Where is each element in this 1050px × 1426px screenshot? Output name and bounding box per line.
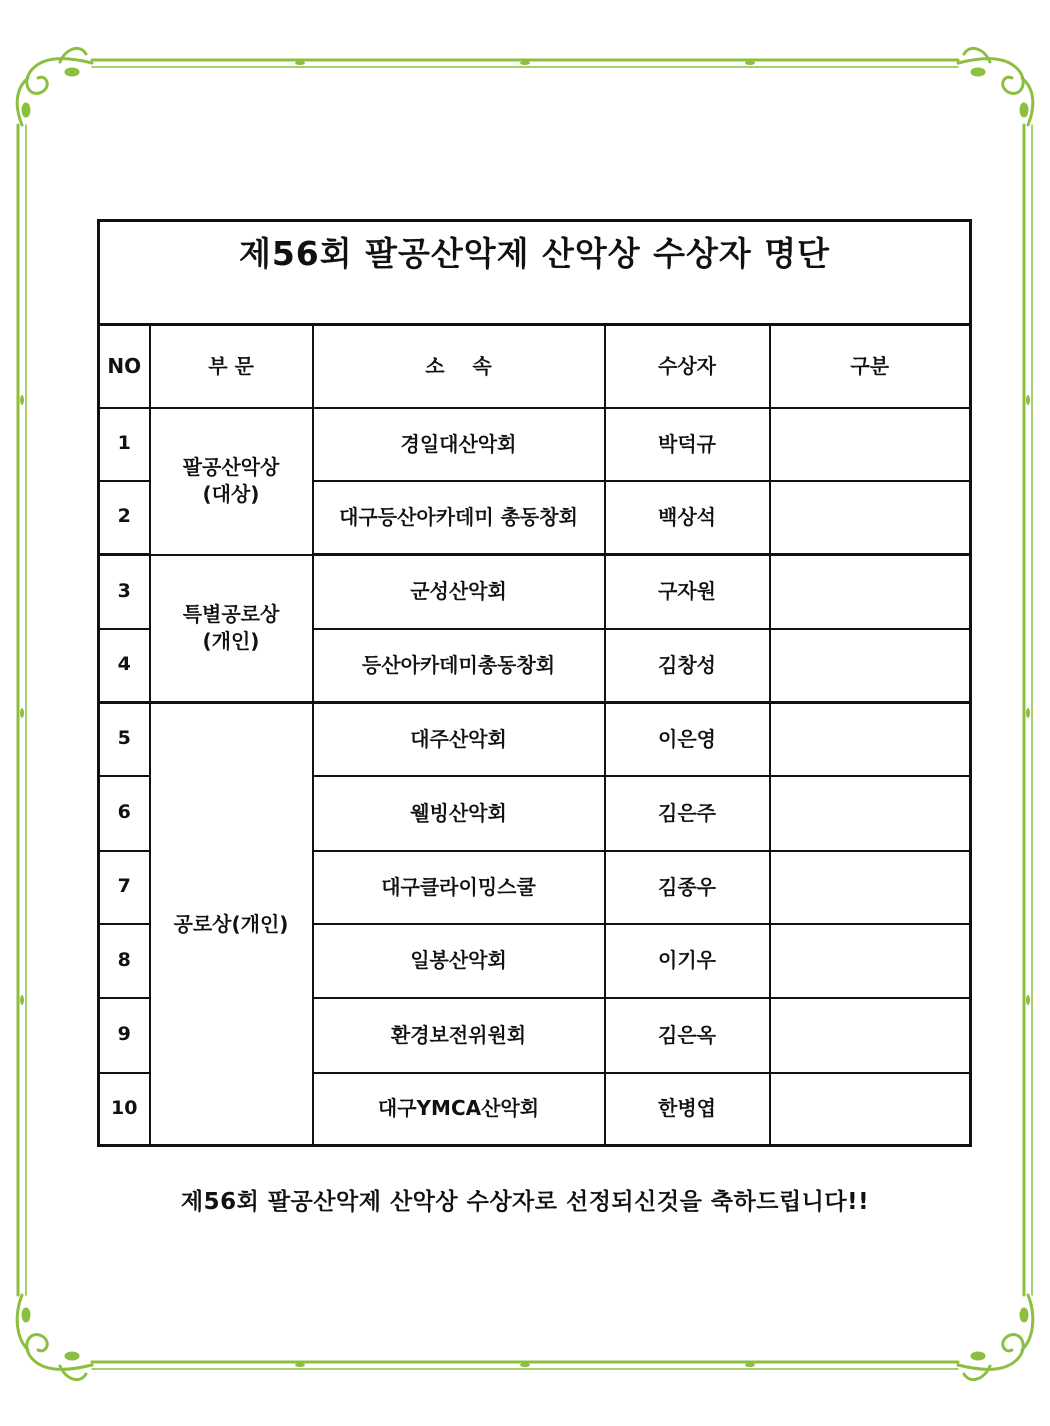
recipient-cell: 박덕규	[605, 408, 770, 481]
corner-swirl-bottom-right	[958, 1295, 1033, 1380]
note-cell	[770, 703, 971, 776]
document-title: 제56회 팔공산악제 산악상 수상자 명단	[99, 221, 971, 325]
recipient-cell: 김종우	[605, 851, 770, 924]
table-row	[99, 555, 971, 629]
category-cell	[150, 408, 313, 555]
row-number: 10	[99, 1073, 150, 1146]
award-recipients-table	[97, 219, 972, 1147]
category-label: 공로상(개인)	[173, 911, 289, 936]
header-row	[99, 325, 971, 408]
affiliation-cell: 웰빙산악회	[313, 776, 605, 851]
recipient-cell: 백상석	[605, 481, 770, 555]
note-cell	[770, 851, 971, 924]
note-cell	[770, 776, 971, 851]
note-cell	[770, 998, 971, 1073]
row-number: 3	[99, 555, 150, 629]
row-number: 9	[99, 998, 150, 1073]
corner-swirl-top-right	[958, 48, 1033, 125]
recipient-cell: 김은주	[605, 776, 770, 851]
category-cell	[150, 703, 313, 1146]
note-cell	[770, 629, 971, 703]
category-label: 팔공산악상	[182, 455, 280, 479]
note-cell	[770, 924, 971, 998]
affiliation-cell: 대구등산아카데미 총동창회	[313, 481, 605, 555]
category-cell	[150, 555, 313, 703]
row-number: 5	[99, 703, 150, 776]
recipient-cell: 한병엽	[605, 1073, 770, 1146]
table-row	[99, 408, 971, 481]
note-cell	[770, 481, 971, 555]
row-number: 8	[99, 924, 150, 998]
category-sublabel: (개인)	[202, 629, 260, 654]
affiliation-cell: 환경보전위원회	[313, 998, 605, 1073]
congratulation-message: 제56회 팔공산악제 산악상 수상자로 선정되신것을 축하드립니다!!	[180, 1189, 870, 1215]
category-label: 특별공로상	[182, 602, 280, 627]
affiliation-cell: 등산아카데미총동창회	[313, 629, 605, 703]
affiliation-cell: 군성산악회	[313, 555, 605, 629]
recipient-cell: 김은옥	[605, 998, 770, 1073]
corner-swirl-top-left	[17, 48, 92, 125]
row-number: 6	[99, 776, 150, 851]
corner-swirl-bottom-left	[17, 1295, 92, 1380]
recipient-cell: 김창성	[605, 629, 770, 703]
row-number: 2	[99, 481, 150, 555]
affiliation-cell: 대구YMCA산악회	[313, 1073, 605, 1146]
header-affiliation: 소 속	[313, 325, 605, 408]
note-cell	[770, 408, 971, 481]
affiliation-cell: 일봉산악회	[313, 924, 605, 998]
category-sublabel: (대상)	[202, 482, 260, 506]
affiliation-cell: 경일대산악회	[313, 408, 605, 481]
title-row	[99, 221, 971, 325]
recipient-cell: 구자원	[605, 555, 770, 629]
recipient-cell: 이기우	[605, 924, 770, 998]
table-row	[99, 703, 971, 776]
header-category: 부 문	[150, 325, 313, 408]
recipient-cell: 이은영	[605, 703, 770, 776]
header-recipient: 수상자	[605, 325, 770, 408]
affiliation-cell: 대주산악회	[313, 703, 605, 776]
affiliation-cell: 대구클라이밍스쿨	[313, 851, 605, 924]
header-no: NO	[99, 325, 150, 408]
header-note: 구분	[770, 325, 971, 408]
note-cell	[770, 555, 971, 629]
row-number: 1	[99, 408, 150, 481]
note-cell	[770, 1073, 971, 1146]
row-number: 7	[99, 851, 150, 924]
row-number: 4	[99, 629, 150, 703]
